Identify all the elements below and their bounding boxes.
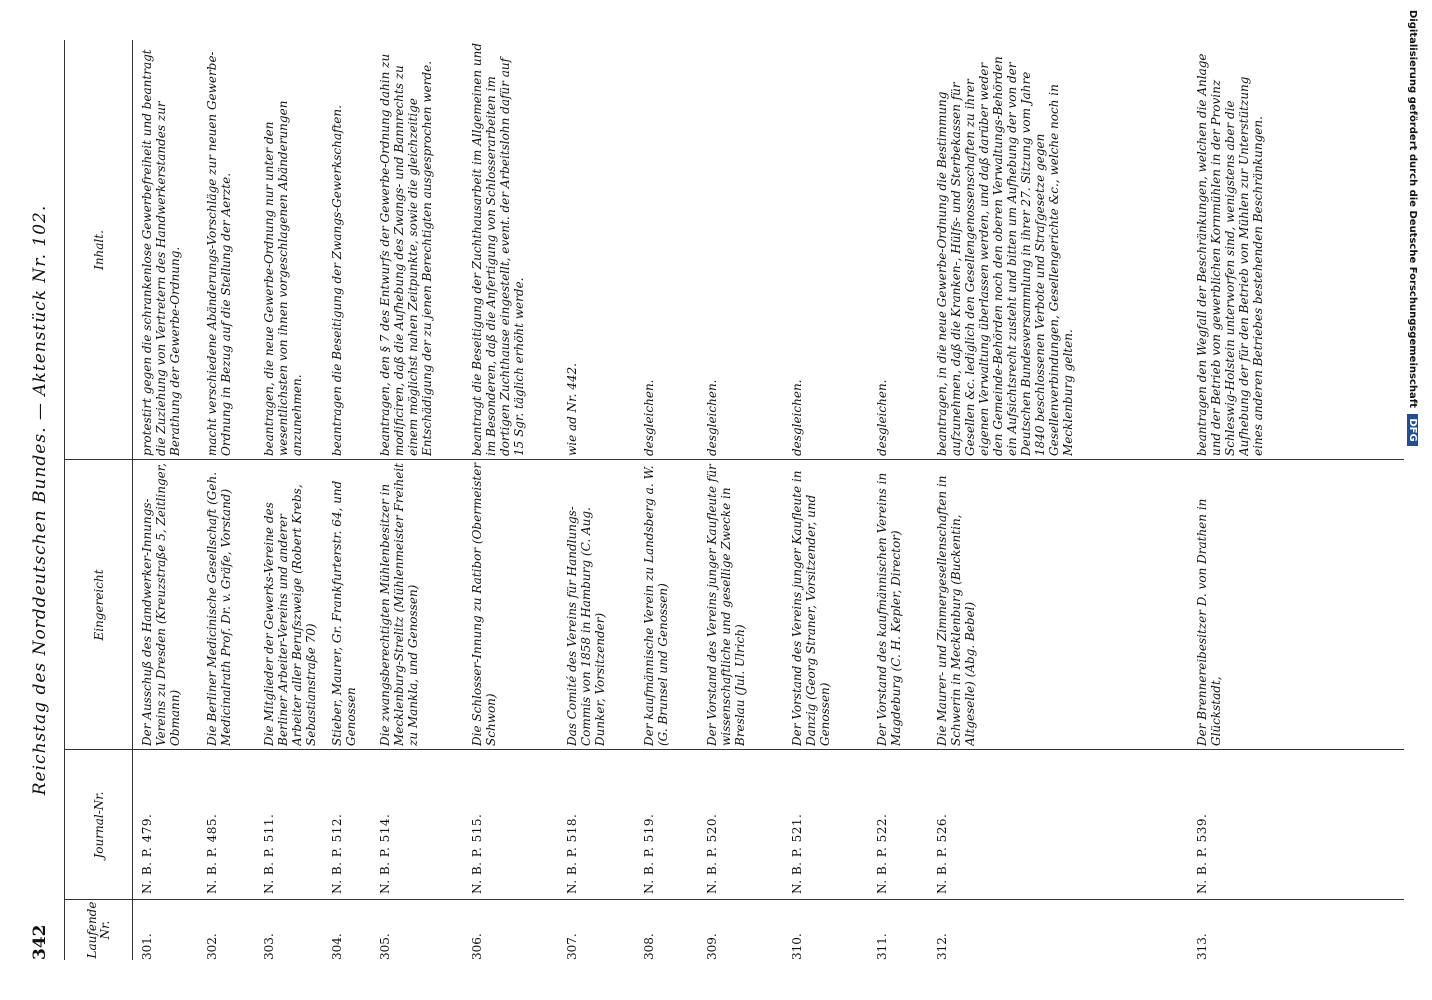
journal-number: N. B. P. 520.: [705, 813, 719, 894]
journal-number: N. B. P. 522.: [875, 813, 889, 894]
column-header-journal-nr: Journal-Nr.: [91, 791, 106, 859]
content: beantragen die Beseitigung der Zwangs-Gewerkschaften.: [330, 105, 344, 456]
content: beantragen, die neue Gewerbe-Ordnung nur unter den wesentlichsten von ihnen vorgeschlagenen Abänderungen anzunehmen.: [262, 100, 304, 456]
content: beantragt die Beseitigung der Zuchthausarbeit im Allgemeinen und im Besonderen, daß die Anfertigung von Schlosserarbeiten im dortigen Zuchthause eingestellt, event. der Arbeitslohn dafür auf 15 Sgr. täglich erhöht werde.: [470, 42, 526, 456]
row-number: 304.: [330, 933, 344, 960]
submitted-by: Der Ausschuß des Handwerker-Innungs-Vereins zu Dresden (Kreuzstraße 5, Zeitlinger, Obmann): [140, 463, 182, 746]
submitted-by: Die Mitglieder der Gewerks-Vereine des Berliner Arbeiter-Vereins und anderer Arbeiter aller Berufszweige (Robert Krebs, Sebastianstraße 70): [262, 484, 318, 746]
table-row: [790, 40, 870, 960]
row-number: 301.: [140, 933, 154, 960]
row-number: 308.: [642, 933, 656, 960]
table-row: [642, 40, 700, 960]
submitted-by: Die Schlosser-Innung zu Ratibor (Obermeister Schwon): [470, 462, 498, 746]
submitted-by: Die zwangsberechtigten Mühlenbesitzer in Mecklenburg-Strelitz (Mühlenmeister Freiheit zu Mankla, und Genossen): [378, 463, 420, 746]
submitted-by: Der kaufmännische Verein zu Landsberg a. W. (G. Brunsel und Genossen): [642, 465, 670, 746]
column-header-inhalt: Inhalt.: [91, 230, 106, 270]
table-row: [935, 40, 1190, 960]
content: desgleichen.: [875, 379, 889, 456]
row-number: 305.: [378, 933, 392, 960]
row-number: 311.: [875, 933, 889, 960]
content: desgleichen.: [705, 379, 719, 456]
submitted-by: Der Vorstand des Vereins junger Kaufleute in Danzig (Georg Straner, Vorsitzender, und Genossen): [790, 470, 832, 746]
journal-number: N. B. P. 512.: [330, 813, 344, 894]
submitted-by: Das Comité des Vereins für Handlungs-Commis von 1858 in Hamburg (C. Aug. Dunker, Vorsitzender): [565, 506, 607, 746]
row-number: 303.: [262, 933, 276, 960]
table-row: [262, 40, 324, 960]
margin-note: [1402, 10, 1418, 990]
content: wie ad Nr. 442.: [565, 363, 579, 456]
page-title: Reichstag des Norddeutschen Bundes. — Aktenstück Nr. 102.: [30, 204, 50, 796]
journal-number: N. B. P. 514.: [378, 813, 392, 894]
table-row: [1195, 40, 1395, 960]
table-row: [705, 40, 785, 960]
journal-number: N. B. P. 518.: [565, 813, 579, 894]
table-row: [875, 40, 930, 960]
page-number: 342: [30, 924, 50, 960]
table-row: [330, 40, 372, 960]
submitted-by: Der Vorstand des Vereins junger Kaufleute für wissenschaftliche und gesellige Zwecke in Breslau (Jul. Ulrich): [705, 464, 747, 746]
journal-number: N. B. P. 539.: [1195, 813, 1209, 894]
submitted-by: Der Vorstand des kaufmännischen Vereins in Magdeburg (C. H. Kepler, Director): [875, 472, 903, 746]
journal-number: N. B. P. 519.: [642, 813, 656, 894]
content: beantragen, in die neue Gewerbe-Ordnung die Bestimmung aufzunehmen, daß die Kranken-, Hülfs- und Sterbekassen für Gesellen &c. lediglich den Gesellengenossenschaften zu ihrer eigenen Verwaltung überlassen werden, und daß darüber weder den Gemeinde-Behörden noch den oberen Verwaltungs-Behörden ein Aufsichtsrecht zusteht und bitten um Aufhebung der von der Deutschen Bundesversammlung in ihrer 27. Sitzung vom Jahre 1840 beschlossenen Verbote und Strafgesetze gegen Gesellenverbindungen, Gesellengerichte &c., welche noch in Mecklenburg gelten.: [935, 56, 1075, 456]
dfg-logo: DFG: [1407, 414, 1418, 445]
column-header-laufende-nr: Laufende Nr.: [85, 901, 112, 959]
row-number: 309.: [705, 933, 719, 960]
content: protestirt gegen die schrankenlose Gewerbefreiheit und beantragt die Zuziehung von Vertretern des Handwerkerstandes zur Berathung der Gewerbe-Ordnung.: [140, 49, 182, 456]
journal-number: N. B. P. 511.: [262, 813, 276, 894]
row-number: 312.: [935, 933, 949, 960]
journal-number: N. B. P. 521.: [790, 813, 804, 894]
row-number: 306.: [470, 933, 484, 960]
table-row: [205, 40, 257, 960]
row-number: 302.: [205, 933, 219, 960]
column-header-eingereicht: Eingereicht: [91, 569, 106, 641]
content: beantragen den Wegfall der Beschränkungen, welchen die Anlage und der Betrieb von gewerblichen Kornmühlen in der Provinz Schleswig-Holstein unterworfen sind, wenigstens aber die Aufhebung der für den Betrieb von Mühlen zur Unterstützung eines anderen Betriebes bestehenden Beschränkungen.: [1195, 53, 1265, 456]
table-row: [470, 40, 560, 960]
journal-number: N. B. P. 485.: [205, 813, 219, 894]
submitted-by: Der Brennereibesitzer D. von Drathen in Glückstadt,: [1195, 498, 1223, 746]
journal-number: N. B. P. 526.: [935, 813, 949, 894]
row-number: 313.: [1195, 933, 1209, 960]
header-rule-bottom: [132, 40, 133, 960]
journal-number: N. B. P. 479.: [140, 813, 154, 894]
content: desgleichen.: [790, 379, 804, 456]
submitted-by: Die Maurer- und Zimmergesellenschaften in Schwerin in Mecklenburg (Buckentin, Altgeselle) (Abg. Bebel): [935, 475, 977, 746]
table-row: [378, 40, 466, 960]
content: beantragen, den § 7 des Entwurfs der Gewerbe-Ordnung dahin zu modificiren, daß die Aufhebung des Zwangs- und Bannrechts zu einem möglichst nahen Zeitpunkte, sowie die gleichzeitige Entschädigung der zu jenen Berechtigten ausgesprochen werde.: [378, 53, 434, 456]
margin-note-text: Digitalisierung gefördert durch die Deutsche Forschungsgemeinschaft: [1407, 10, 1418, 408]
row-number: 310.: [790, 933, 804, 960]
page-header: [30, 40, 60, 960]
table-row: [140, 40, 200, 960]
submitted-by: Die Berliner Medicinische Gesellschaft (Geh. Medicinalrath Prof. Dr. v. Gräfe, Vorstand): [205, 471, 233, 746]
header-rule-top: [64, 40, 65, 960]
content: macht verschiedene Abänderungs-Vorschläge zur neuen Gewerbe-Ordnung in Bezug auf die Stellung der Aerzte.: [205, 51, 233, 456]
journal-number: N. B. P. 515.: [470, 813, 484, 894]
row-number: 307.: [565, 933, 579, 960]
table-row: [565, 40, 637, 960]
submitted-by: Stieber, Maurer, Gr. Frankfurterstr. 64, und Genossen: [330, 480, 358, 746]
content: desgleichen.: [642, 379, 656, 456]
